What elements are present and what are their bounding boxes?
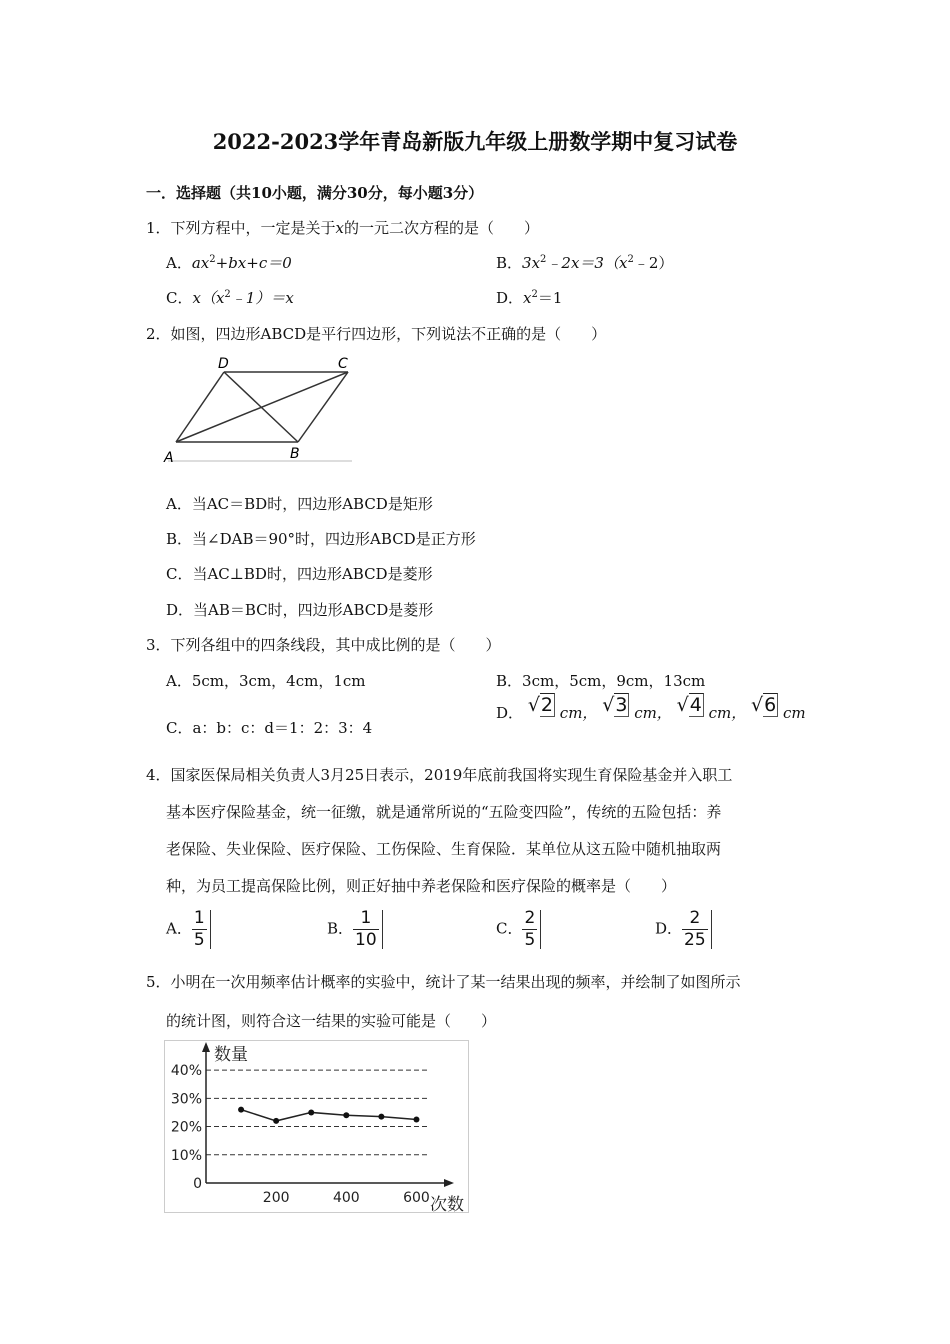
q3-stem: 3．下列各组中的四条线段，其中成比例的是（ ） bbox=[146, 636, 501, 654]
data-point bbox=[378, 1114, 384, 1120]
q1-option-c: C．$x(x^2﹣1)=x$ bbox=[166, 289, 294, 307]
q1-option-a: A．$ax^2+bx+c=0$ bbox=[166, 254, 292, 272]
sqrt-4: √4 bbox=[676, 694, 702, 716]
diagonal-bd bbox=[224, 372, 298, 442]
q4-option-c: C． $\frac{2}{5}$ bbox=[496, 910, 541, 949]
sqrt-6: √6 bbox=[750, 694, 777, 716]
q1-stem: 1．下列方程中，一定是关于x的一元二次方程的是（ ） bbox=[146, 219, 540, 237]
q1-option-d: D．$x^2=1$ bbox=[496, 289, 563, 307]
y-tick-label: 40% bbox=[170, 1063, 202, 1080]
q3-option-b: B．3cm，5cm，9cm，13cm bbox=[496, 672, 706, 690]
q3-option-d: D． √2 cm， √3 cm， √4 cm， √6 cm bbox=[496, 694, 806, 722]
q4-line-1: 4．国家医保局相关负责人3月25日表示，2019年底前我国将实现生育保险基金并入职工 bbox=[146, 766, 733, 784]
fraction-c: $\frac{2}{5}$ bbox=[522, 910, 541, 949]
q2-option-c: C．当AC⊥BD时，四边形ABCD是菱形 bbox=[166, 565, 433, 583]
q3-option-c: C．a：b：c：d＝1：2：3：4 bbox=[166, 719, 373, 737]
data-point bbox=[238, 1107, 244, 1113]
q5-line-2: 的统计图，则符合这一结果的实验可能是（ ） bbox=[166, 1012, 497, 1030]
page-title: 2022-2023学年青岛新版九年级上册数学期中复习试卷 bbox=[212, 129, 738, 154]
q1-option-b: B．$3x^2﹣2x=3(x^2﹣2)$ bbox=[496, 254, 674, 272]
data-point bbox=[413, 1117, 419, 1123]
sqrt-3: √3 bbox=[602, 694, 628, 716]
q4-line-3: 老保险、失业保险、医疗保险、工伤保险、生育保险．某单位从这五险中随机抽取两 bbox=[166, 840, 722, 858]
q5-line-1: 5．小明在一次用频率估计概率的实验中，统计了某一结果出现的频率，并绘制了如图所示 bbox=[146, 973, 741, 991]
y-axis-title: 数量 bbox=[214, 1045, 248, 1065]
vertex-label-c: C bbox=[338, 356, 348, 372]
y-tick-label: 10% bbox=[170, 1147, 202, 1164]
data-point bbox=[308, 1109, 314, 1115]
sqrt-2: √2 bbox=[527, 694, 554, 716]
x-axis-title: 次数 bbox=[430, 1195, 464, 1215]
frequency-line-chart bbox=[164, 1040, 470, 1216]
vertex-label-d: D bbox=[218, 356, 229, 372]
y-tick-label: 30% bbox=[170, 1091, 202, 1108]
q4-line-2: 基本医疗保险基金，统一征缴，就是通常所说的“五险变四险”，传统的五险包括：养 bbox=[166, 803, 722, 821]
fraction-d: $\frac{2}{25}$ bbox=[682, 910, 712, 949]
fraction-a: $\frac{1}{5}$ bbox=[192, 910, 211, 949]
vertex-label-b: B bbox=[290, 446, 300, 462]
x-tick-label: 200 bbox=[262, 1190, 290, 1206]
q2-stem: 2．如图，四边形ABCD是平行四边形，下列说法不正确的是（ ） bbox=[146, 325, 607, 343]
q2-option-b: B．当∠DAB＝90°时，四边形ABCD是正方形 bbox=[166, 530, 476, 548]
data-point bbox=[273, 1118, 279, 1124]
q2-option-d: D．当AB＝BC时，四边形ABCD是菱形 bbox=[166, 601, 434, 619]
fraction-b: $\frac{1}{10}$ bbox=[353, 910, 383, 949]
y-tick-label: 0 bbox=[193, 1176, 202, 1192]
x-tick-label: 600 bbox=[403, 1190, 430, 1206]
data-point bbox=[343, 1112, 349, 1118]
x-tick-label: 400 bbox=[332, 1190, 360, 1206]
q4-option-d: D． $\frac{2}{25}$ bbox=[655, 910, 712, 949]
q3-option-a: A．5cm，3cm，4cm，1cm bbox=[166, 672, 366, 690]
section-heading: 一．选择题（共10小题，满分30分，每小题3分） bbox=[146, 184, 484, 202]
parallelogram-figure bbox=[160, 350, 360, 465]
q4-option-a: A． $\frac{1}{5}$ bbox=[166, 910, 211, 949]
q4-line-4: 种，为员工提高保险比例，则正好抽中养老保险和医疗保险的概率是（ ） bbox=[166, 877, 677, 895]
q2-option-a: A．当AC＝BD时，四边形ABCD是矩形 bbox=[166, 495, 433, 513]
y-tick-label: 20% bbox=[170, 1119, 202, 1136]
q4-option-b: B． $\frac{1}{10}$ bbox=[327, 910, 383, 949]
vertex-label-a: A bbox=[164, 450, 174, 465]
